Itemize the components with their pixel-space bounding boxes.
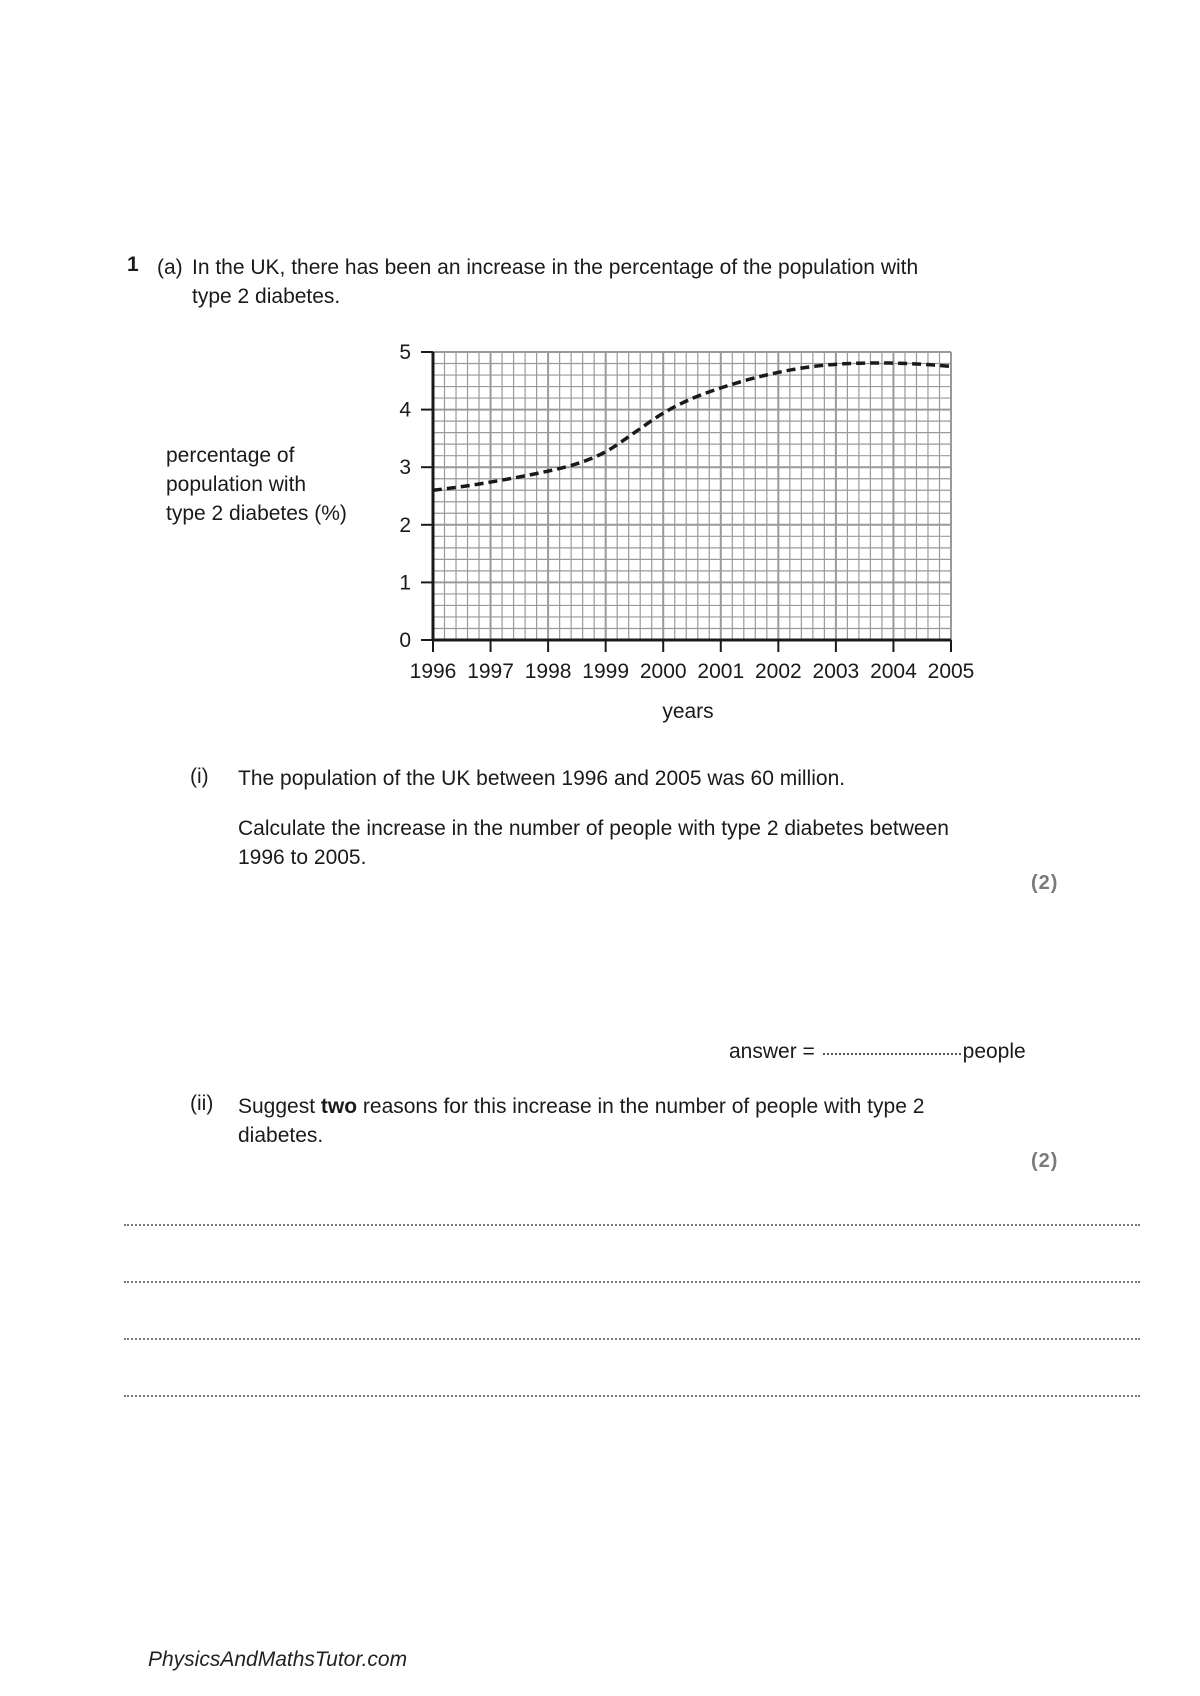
answer-suffix: people [962,1040,1026,1063]
x-tick-label: 2003 [812,660,860,683]
answer-line [729,1040,1026,1064]
part-i-instruction-line2: 1996 to 2005. [238,846,367,869]
x-axis-label: years [662,700,714,723]
part-ii-text-after: reasons for this increase in the number of people with type 2 [357,1095,925,1118]
chart-series [433,363,951,490]
part-ii-text-line2: diabetes. [238,1124,324,1147]
part-i-marks: (2) [1031,872,1059,894]
question-text-line2: type 2 diabetes. [192,285,341,308]
y-axis-label-line3: type 2 diabetes (%) [166,502,347,525]
y-axis-label-line2: population with [166,473,307,496]
x-tick-label: 2001 [697,660,745,683]
part-i-label: (i) [190,765,209,788]
part-ii-marks: (2) [1031,1150,1059,1172]
y-tick-label: 1 [399,571,411,595]
footer-site: PhysicsAndMathsTutor.com [148,1648,408,1671]
y-tick-label: 0 [399,629,411,652]
x-tick-label: 2004 [870,660,917,683]
question-text-line1: In the UK, there has been an increase in the percentage of the population with [192,256,919,279]
x-tick-label: 2002 [754,660,802,683]
part-ii-text-before: Suggest [238,1095,321,1118]
x-tick-label: 1998 [524,660,572,683]
part-ii-bold-word: two [320,1095,358,1118]
x-tick-label: 1997 [467,660,514,683]
answer-writing-line[interactable] [124,1395,1140,1397]
y-tick-label: 2 [399,513,411,537]
x-tick-label: 1999 [582,660,630,683]
x-tick-label: 1996 [409,660,457,683]
x-tick-label: 2000 [639,660,687,683]
part-i-text: The population of the UK between 1996 and 2005 was 60 million. [238,767,846,790]
part-ii-label: (ii) [190,1092,214,1115]
data-line-series [433,363,951,490]
part-a-label: (a) [157,256,183,279]
y-tick-label: 3 [399,456,411,480]
part-i-instruction-line1: Calculate the increase in the number of people with type 2 diabetes between [238,817,949,840]
y-tick-label: 4 [399,398,411,422]
answer-writing-line[interactable] [124,1224,1140,1226]
answer-writing-line[interactable] [124,1281,1140,1283]
x-tick-label: 2005 [927,660,975,683]
chart-grid [433,352,951,640]
line-chart [0,0,1200,760]
y-axis-label-line1: percentage of [166,444,295,467]
part-ii-text-line1 [238,1092,924,1121]
answer-input[interactable] [823,1053,961,1055]
answer-writing-line[interactable] [124,1338,1140,1340]
y-tick-label: 5 [399,341,411,364]
answer-prefix: answer = [729,1040,815,1063]
question-number: 1 [127,253,139,276]
